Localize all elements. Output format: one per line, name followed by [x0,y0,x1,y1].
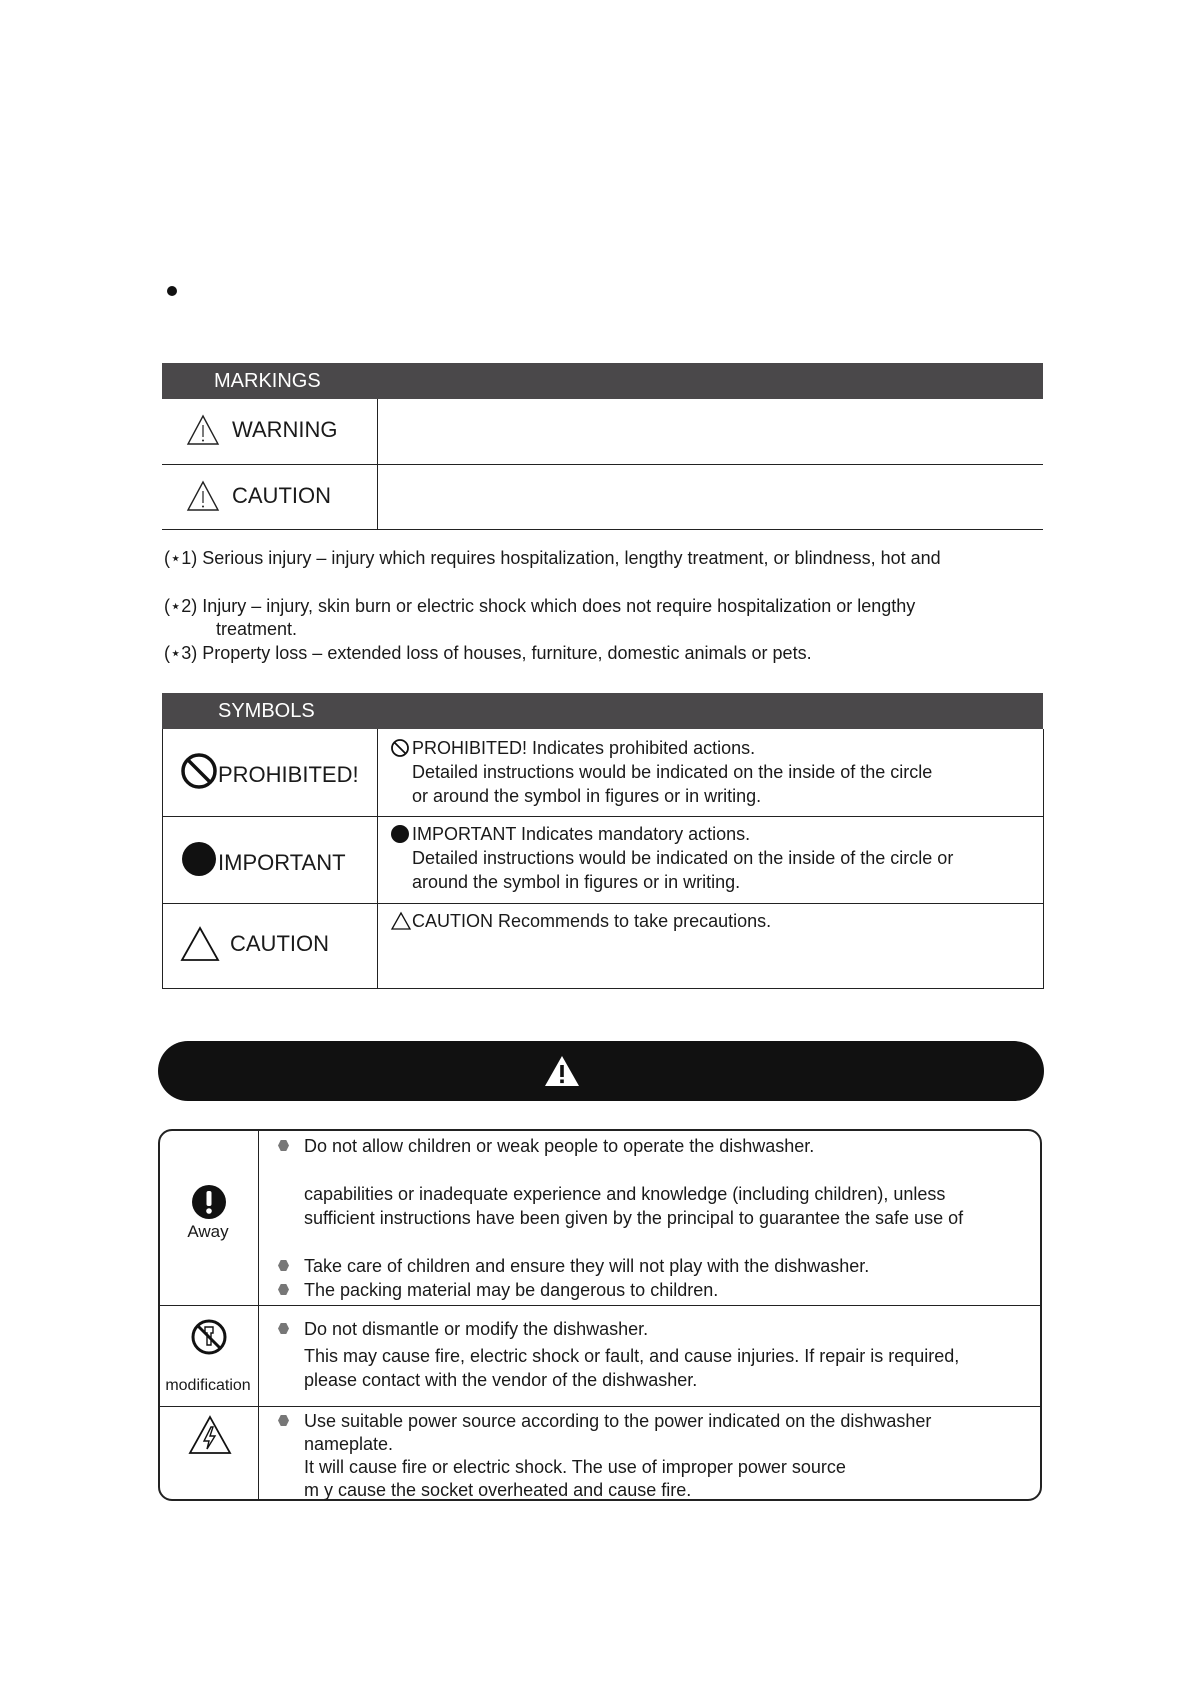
symbol-prohibited [180,752,359,790]
symbol-prohibited-desc [390,736,932,808]
prohibited-icon [180,752,218,790]
warning-row-away-line-a [304,1134,814,1158]
symbols-right-border [1043,729,1044,989]
markings-header [162,363,1043,399]
caution-small-icon [390,911,412,931]
warning-row-away-label: Away [187,1222,229,1241]
symbol-prohibited-label: PROHIBITED! [218,762,359,787]
note-injury-continued [164,617,297,641]
warning-row-modification-line-a-text: Do not dismantle or modify the dishwasher. [304,1319,649,1339]
symbols-divider [377,729,378,989]
symbol-important-line1: IMPORTANT Indicates mandatory actions. [412,824,751,844]
caution-triangle-icon [180,926,220,962]
symbol-caution-desc [390,909,771,933]
marking-caution-label: CAUTION [232,483,331,508]
symbol-prohibited-line1: PROHIBITED! Indicates prohibited actions. [412,738,756,758]
note-serious-injury: (⋆1) Serious injury – injury which requires hospitalization, lengthy treatment, or blindness, hot and [164,548,941,568]
marking-warning [186,414,338,446]
warning-box-rule-2 [159,1406,1041,1407]
symbols-left-border [162,729,163,989]
marking-warning-label: WARNING [232,417,338,442]
symbol-important-line3: around the symbol in figures or in writing. [412,872,741,892]
symbol-caution-line1: CAUTION Recommends to take precautions. [412,911,772,931]
symbols-bottom-rule [162,988,1043,989]
warning-box-divider [258,1130,259,1500]
symbol-important-desc [390,822,953,894]
important-dot-icon [180,840,218,878]
warning-row-power-line-d: m y cause the socket overheated and cause fire. [304,1480,692,1500]
markings-bottom-rule [162,529,1043,530]
warning-row-away-line-a-text: Do not allow children or weak people to operate the dishwasher. [304,1136,815,1156]
symbols-row-rule-2 [162,903,1043,904]
warning-row-away-line-b: capabilities or inadequate experience and knowledge (including children), unless [304,1184,946,1204]
important-small-icon [390,824,410,844]
warning-banner-icon [544,1055,580,1087]
warning-row-away-line-d [304,1254,869,1278]
symbols-header-label: SYMBOLS [218,700,315,722]
warning-row-power-line-b: nameplate. [304,1434,394,1454]
markings-header-label: MARKINGS [214,370,321,392]
warning-triangle-icon [186,414,220,446]
note-property-loss: (⋆3) Property loss – extended loss of houses, furniture, domestic animals or pets. [164,643,812,663]
warning-box-rule-1 [159,1305,1041,1306]
warning-row-modification-line-b: This may cause fire, electric shock or fault, and cause injuries. If repair is required, [304,1346,960,1366]
marking-caution [186,480,331,512]
symbol-prohibited-line2: Detailed instructions would be indicated on the inside of the circle [412,762,933,782]
exclamation-circle-icon [191,1184,227,1220]
note-injury-continued-text: treatment. [216,619,298,639]
warning-row-modification-line-c: please contact with the vendor of the dishwasher. [304,1370,698,1390]
warning-banner [158,1041,1044,1101]
symbol-caution-label: CAUTION [230,931,329,956]
warning-row-away-line-e [304,1278,718,1302]
symbol-important [180,840,346,878]
warning-row-away-line-e-text: The packing material may be dangerous to children. [304,1280,719,1300]
warning-row-power-line-a [304,1409,931,1433]
symbols-header [162,693,1043,729]
no-disassembly-icon [190,1318,228,1356]
warning-row-power-line-c: It will cause fire or electric shock. The use of improper power source [304,1457,846,1477]
symbol-important-label: IMPORTANT [218,850,346,875]
warning-row-modification-label: modification [165,1377,251,1394]
symbol-caution [180,926,329,962]
electric-shock-icon [188,1415,232,1455]
bullet-dot [167,286,177,296]
warning-row-power-line-a-text: Use suitable power source according to the power indicated on the dishwasher [304,1411,932,1431]
caution-triangle-icon [186,480,220,512]
prohibited-small-icon [390,738,410,758]
symbol-important-line2: Detailed instructions would be indicated on the inside of the circle or [412,848,954,868]
markings-row-rule [162,464,1043,465]
warning-row-modification-line-a [304,1317,648,1341]
note-injury: (⋆2) Injury – injury, skin burn or electric shock which does not require hospitalization or lengthy [164,596,916,616]
warning-row-away-line-c: sufficient instructions have been given by the principal to guarantee the safe use of [304,1208,964,1228]
symbol-prohibited-line3: or around the symbol in figures or in writing. [412,786,762,806]
symbols-row-rule-1 [162,816,1043,817]
warning-row-away-line-d-text: Take care of children and ensure they will not play with the dishwasher. [304,1256,870,1276]
